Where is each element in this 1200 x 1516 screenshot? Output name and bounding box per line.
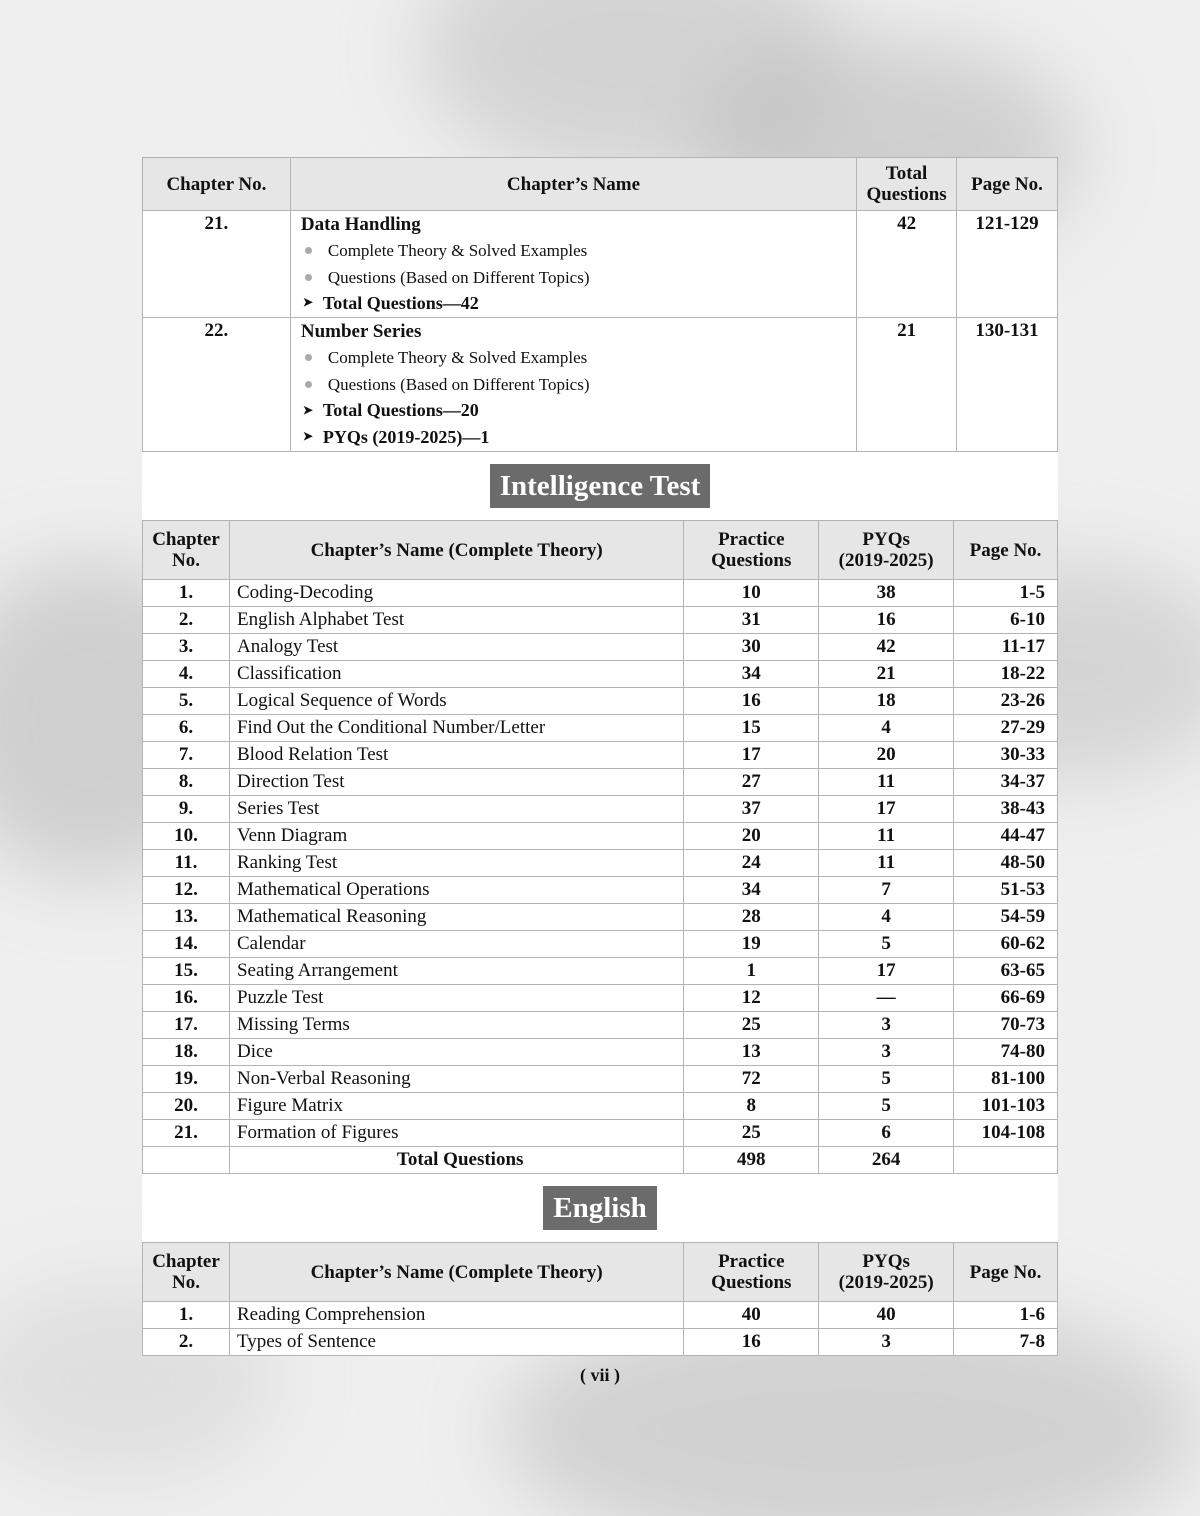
pyq-count: 18 (819, 688, 954, 715)
pyq-count: 3 (819, 1012, 954, 1039)
section-heading-band (142, 1174, 1058, 1242)
practice-questions: 19 (684, 931, 819, 958)
page-range: 44-47 (954, 823, 1058, 850)
table-row (143, 1093, 1058, 1120)
practice-questions: 27 (684, 769, 819, 796)
page-range: 30-33 (954, 742, 1058, 769)
chapter-name: Formation of Figures (229, 1120, 683, 1147)
chapter-name: English Alphabet Test (229, 607, 683, 634)
chapter-number: 6. (143, 715, 230, 742)
arrow-right-icon: ➤ (302, 429, 313, 444)
pyq-count: 4 (819, 904, 954, 931)
chapter-number: 2. (143, 1329, 230, 1356)
page-range: 54-59 (954, 904, 1058, 931)
page-range: 38-43 (954, 796, 1058, 823)
page-range: 18-22 (954, 661, 1058, 688)
page-range: 27-29 (954, 715, 1058, 742)
chapter-name: Direction Test (229, 769, 683, 796)
practice-questions: 37 (684, 796, 819, 823)
pyq-count: 11 (819, 850, 954, 877)
chapter-name: Analogy Test (229, 634, 683, 661)
chapter-name: Non-Verbal Reasoning (229, 1066, 683, 1093)
practice-questions: 31 (684, 607, 819, 634)
pyq-count: 11 (819, 823, 954, 850)
chapter-number: 7. (143, 742, 230, 769)
pyq-count: 16 (819, 607, 954, 634)
chapter-name: Mathematical Reasoning (229, 904, 683, 931)
chapter-number: 14. (143, 931, 230, 958)
page-range: 60-62 (954, 931, 1058, 958)
list-item: ➤ PYQs (2019-2025)—1 (301, 425, 846, 451)
table-row (143, 823, 1058, 850)
chapter-name: Missing Terms (229, 1012, 683, 1039)
table-row (143, 850, 1058, 877)
practice-questions: 30 (684, 634, 819, 661)
pyq-count: 5 (819, 1066, 954, 1093)
chapter-number: 17. (143, 1012, 230, 1039)
total-row (143, 1147, 1058, 1174)
pyq-count: 7 (819, 877, 954, 904)
pyq-count: 17 (819, 958, 954, 985)
practice-questions: 10 (684, 580, 819, 607)
chapter-detail (290, 318, 856, 452)
chapter-name: Calendar (229, 931, 683, 958)
chapter-number: 4. (143, 661, 230, 688)
page-range: 6-10 (954, 607, 1058, 634)
page-number: ( vii ) (580, 1365, 620, 1385)
contents-page (142, 157, 1058, 1356)
practice-questions: 12 (684, 985, 819, 1012)
table-row (143, 634, 1058, 661)
chapter-number: 21. (143, 211, 291, 318)
chapter-number: 22. (143, 318, 291, 452)
table-row (143, 661, 1058, 688)
chapter-name: Series Test (229, 796, 683, 823)
pyq-count: 40 (819, 1302, 954, 1329)
chapter-number: 2. (143, 607, 230, 634)
chapter-name: Coding-Decoding (229, 580, 683, 607)
table-row (143, 1039, 1058, 1066)
table-row (143, 715, 1058, 742)
page-range: 101-103 (954, 1093, 1058, 1120)
chapter-number: 21. (143, 1120, 230, 1147)
table-row (143, 1120, 1058, 1147)
practice-questions: 13 (684, 1039, 819, 1066)
table-row (143, 1329, 1058, 1356)
pyq-count: 21 (819, 661, 954, 688)
chapter-name: Reading Comprehension (229, 1302, 683, 1329)
page-range: 7-8 (954, 1329, 1058, 1356)
total-questions: 21 (857, 318, 957, 452)
pyq-count: 3 (819, 1039, 954, 1066)
chapter-name: Seating Arrangement (229, 958, 683, 985)
pyq-count: 20 (819, 742, 954, 769)
pyq-count: 3 (819, 1329, 954, 1356)
pyq-count: 5 (819, 931, 954, 958)
page-range: 104-108 (954, 1120, 1058, 1147)
header-chapter-name: Chapter’s Name (Complete Theory) (229, 521, 683, 580)
list-item: Questions (Based on Different Topics) (301, 264, 846, 291)
header-practice-questions: Practice Questions (684, 1243, 819, 1302)
list-item: ➤ Total Questions—20 (301, 398, 846, 424)
chapter-name: Classification (229, 661, 683, 688)
total-practice: 498 (684, 1147, 819, 1174)
list-item: Questions (Based on Different Topics) (301, 371, 846, 398)
practice-questions: 72 (684, 1066, 819, 1093)
page-range: 81-100 (954, 1066, 1058, 1093)
arrow-right-icon: ➤ (302, 402, 313, 417)
chapter-detail (290, 211, 856, 318)
section-heading-band (142, 452, 1058, 520)
chapter-name: Logical Sequence of Words (229, 688, 683, 715)
header-chapter-name: Chapter’s Name (290, 158, 856, 211)
header-chapter-no: Chapter No. (143, 521, 230, 580)
practice-questions: 16 (684, 1329, 819, 1356)
chapter-name: Venn Diagram (229, 823, 683, 850)
top-contents-table (142, 157, 1058, 452)
pyq-count: 17 (819, 796, 954, 823)
list-item: Complete Theory & Solved Examples (301, 344, 846, 371)
chapter-name: Ranking Test (229, 850, 683, 877)
page-range: 51-53 (954, 877, 1058, 904)
chapter-number: 10. (143, 823, 230, 850)
table-row (143, 1302, 1058, 1329)
chapter-name: Find Out the Conditional Number/Letter (229, 715, 683, 742)
header-total-questions: Total Questions (857, 158, 957, 211)
chapter-number: 19. (143, 1066, 230, 1093)
practice-questions: 34 (684, 661, 819, 688)
bullet-dot-icon (305, 354, 312, 361)
chapter-name: Mathematical Operations (229, 877, 683, 904)
table-row (143, 904, 1058, 931)
arrow-right-icon: ➤ (302, 295, 313, 310)
chapter-name: Dice (229, 1039, 683, 1066)
header-pyqs: PYQs (2019-2025) (819, 1243, 954, 1302)
practice-questions: 16 (684, 688, 819, 715)
total-pyqs: 264 (819, 1147, 954, 1174)
page-range: 74-80 (954, 1039, 1058, 1066)
chapter-number: 16. (143, 985, 230, 1012)
header-pyqs: PYQs (2019-2025) (819, 521, 954, 580)
table-row (143, 580, 1058, 607)
table-row (143, 796, 1058, 823)
practice-questions: 40 (684, 1302, 819, 1329)
chapter-name: Types of Sentence (229, 1329, 683, 1356)
chapter-number: 1. (143, 580, 230, 607)
header-page-no: Page No. (957, 158, 1058, 211)
table-row (143, 318, 1058, 452)
table-row (143, 607, 1058, 634)
chapter-number: 8. (143, 769, 230, 796)
header-chapter-name: Chapter’s Name (Complete Theory) (229, 1243, 683, 1302)
chapter-number: 13. (143, 904, 230, 931)
section-heading-english: English (543, 1186, 657, 1230)
practice-questions: 8 (684, 1093, 819, 1120)
chapter-number: 3. (143, 634, 230, 661)
page-range: 66-69 (954, 985, 1058, 1012)
table-row (143, 211, 1058, 318)
practice-questions: 1 (684, 958, 819, 985)
table-row (143, 742, 1058, 769)
page-range: 63-65 (954, 958, 1058, 985)
pyq-count: 11 (819, 769, 954, 796)
chapter-number: 5. (143, 688, 230, 715)
practice-questions: 25 (684, 1120, 819, 1147)
page-range: 48-50 (954, 850, 1058, 877)
pyq-count: 5 (819, 1093, 954, 1120)
page-range: 130-131 (957, 318, 1058, 452)
total-label: Total Questions (229, 1147, 683, 1174)
header-practice-questions: Practice Questions (684, 521, 819, 580)
table-row (143, 958, 1058, 985)
bullet-dot-icon (305, 247, 312, 254)
table-row (143, 931, 1058, 958)
pyq-count: 38 (819, 580, 954, 607)
pyq-count: 42 (819, 634, 954, 661)
page-range: 1-5 (954, 580, 1058, 607)
list-item: Complete Theory & Solved Examples (301, 237, 846, 264)
chapter-name: Puzzle Test (229, 985, 683, 1012)
table-row (143, 985, 1058, 1012)
chapter-name: Blood Relation Test (229, 742, 683, 769)
section-heading-intelligence: Intelligence Test (490, 464, 711, 508)
practice-questions: 25 (684, 1012, 819, 1039)
practice-questions: 34 (684, 877, 819, 904)
page-range: 23-26 (954, 688, 1058, 715)
pyq-count: 6 (819, 1120, 954, 1147)
pyq-count: — (819, 985, 954, 1012)
practice-questions: 24 (684, 850, 819, 877)
table-row (143, 769, 1058, 796)
table-row (143, 1012, 1058, 1039)
bullet-dot-icon (305, 381, 312, 388)
intelligence-contents-table (142, 520, 1058, 1174)
chapter-number: 20. (143, 1093, 230, 1120)
header-page-no: Page No. (954, 1243, 1058, 1302)
chapter-name: Figure Matrix (229, 1093, 683, 1120)
pyq-count: 4 (819, 715, 954, 742)
list-item: ➤ Total Questions—42 (301, 291, 846, 317)
chapter-title: Data Handling (300, 214, 421, 235)
page-range: 121-129 (957, 211, 1058, 318)
table-row (143, 877, 1058, 904)
page-range: 70-73 (954, 1012, 1058, 1039)
total-questions: 42 (857, 211, 957, 318)
practice-questions: 28 (684, 904, 819, 931)
practice-questions: 15 (684, 715, 819, 742)
chapter-number: 15. (143, 958, 230, 985)
header-chapter-no: Chapter No. (143, 1243, 230, 1302)
page-range: 1-6 (954, 1302, 1058, 1329)
practice-questions: 17 (684, 742, 819, 769)
chapter-title: Number Series (300, 321, 422, 343)
chapter-number: 9. (143, 796, 230, 823)
chapter-number: 11. (143, 850, 230, 877)
table-row (143, 1066, 1058, 1093)
chapter-number: 18. (143, 1039, 230, 1066)
practice-questions: 20 (684, 823, 819, 850)
page-range: 34-37 (954, 769, 1058, 796)
bullet-dot-icon (305, 274, 312, 281)
table-row (143, 688, 1058, 715)
english-contents-table (142, 1242, 1058, 1356)
header-chapter-no: Chapter No. (143, 158, 291, 211)
header-page-no: Page No. (954, 521, 1058, 580)
chapter-number: 1. (143, 1302, 230, 1329)
chapter-number: 12. (143, 877, 230, 904)
page-range: 11-17 (954, 634, 1058, 661)
